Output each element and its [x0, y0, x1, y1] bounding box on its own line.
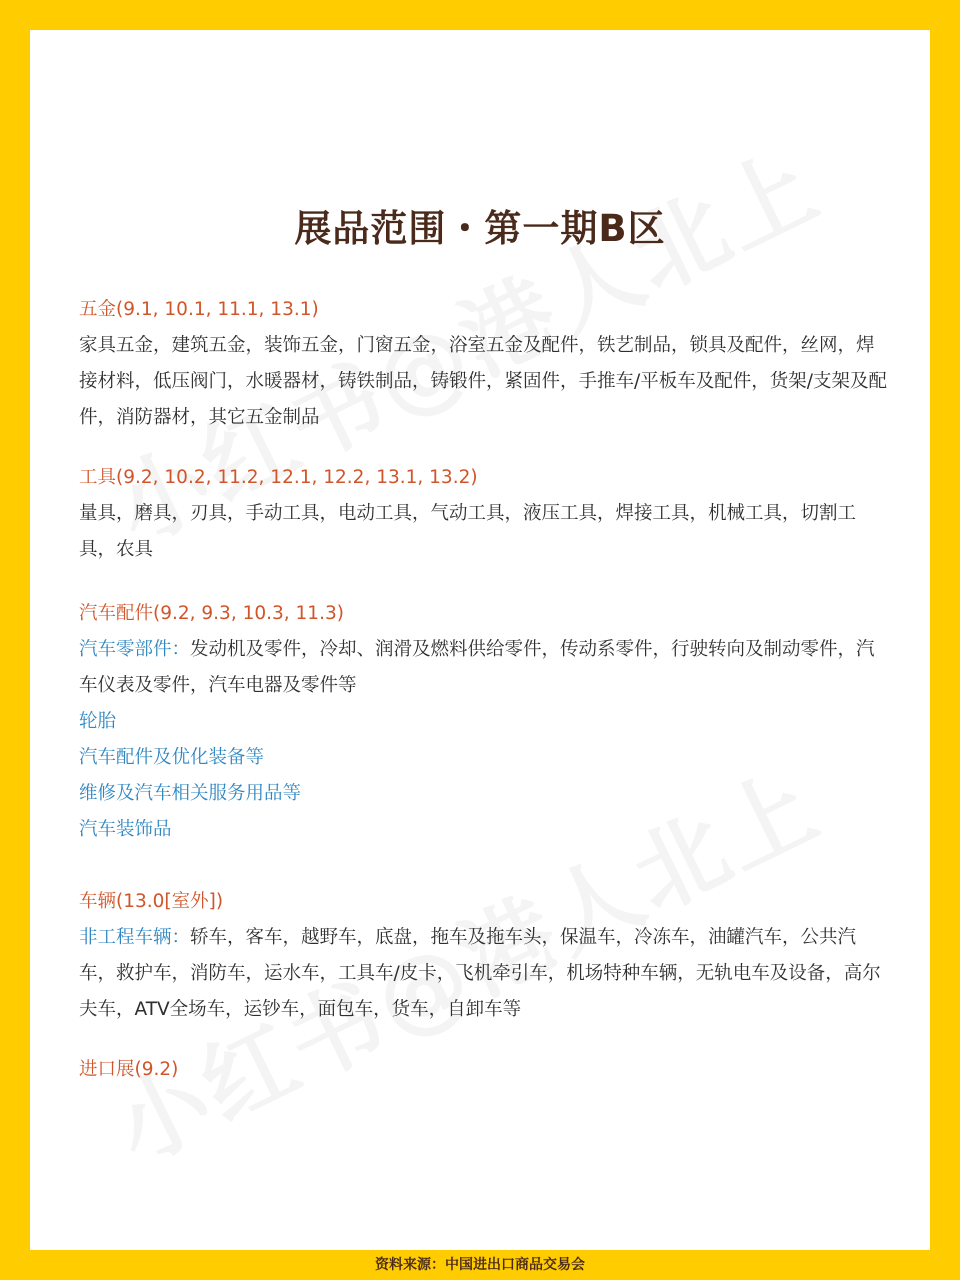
section-body-vehicles	[79, 920, 889, 1028]
section-heading-hardware: 五金(9.1, 10.1, 11.1, 13.1)	[79, 299, 319, 320]
sub-body-non-engineering: 轿车，客车，越野车，底盘，拖车及拖车头，保温车，冷冻车，油罐汽车，公共汽车，救护车，消防车，运水车，工具车/皮卡，飞机牵引车，机场特种车辆，无轨电车及设备，高尔夫车，ATV全场车，运钞车，面包车，货车，自卸车等	[79, 927, 881, 1020]
source-footer: 资料来源：中国进出口商品交易会	[375, 1257, 585, 1273]
list-item-repair-services: 维修及汽车相关服务用品等	[79, 783, 302, 804]
section-body-auto-parts	[79, 632, 889, 704]
list-item-tires: 轮胎	[79, 711, 117, 732]
section-body-tools: 量具，磨具，刃具，手动工具，电动工具，气动工具，液压工具，焊接工具，机械工具，切割工具，农具	[79, 503, 857, 560]
list-item-decorations: 汽车装饰品	[79, 819, 172, 840]
section-heading-auto-parts: 汽车配件(9.2, 9.3, 10.3, 11.3)	[79, 603, 344, 624]
sub-label-auto-components: 汽车零部件：	[79, 639, 191, 660]
content-card	[30, 30, 930, 1250]
sub-label-non-engineering: 非工程车辆：	[79, 927, 191, 948]
section-heading-import: 进口展(9.2)	[79, 1059, 179, 1080]
sub-body-auto-components: 发动机及零件，冷却、润滑及燃料供给零件，传动系零件，行驶转向及制动零件，汽车仪表及零件，汽车电器及零件等	[79, 639, 875, 696]
page-title: 展品范围・第一期B区	[294, 207, 666, 250]
exhibit-list	[79, 292, 889, 1088]
section-body-hardware: 家具五金，建筑五金，装饰五金，门窗五金，浴室五金及配件，铁艺制品，锁具及配件，丝网，焊接材料，低压阀门，水暖器材，铸铁制品，铸锻件，紧固件，手推车/平板车及配件，货架/支架及配件，消防器材，其它五金制品	[79, 335, 887, 428]
section-heading-tools: 工具(9.2, 10.2, 11.2, 12.1, 12.2, 13.1, 13.2)	[79, 467, 478, 488]
list-item-auto-accessories: 汽车配件及优化装备等	[79, 747, 265, 768]
section-heading-vehicles: 车辆(13.0[室外])	[79, 891, 224, 912]
